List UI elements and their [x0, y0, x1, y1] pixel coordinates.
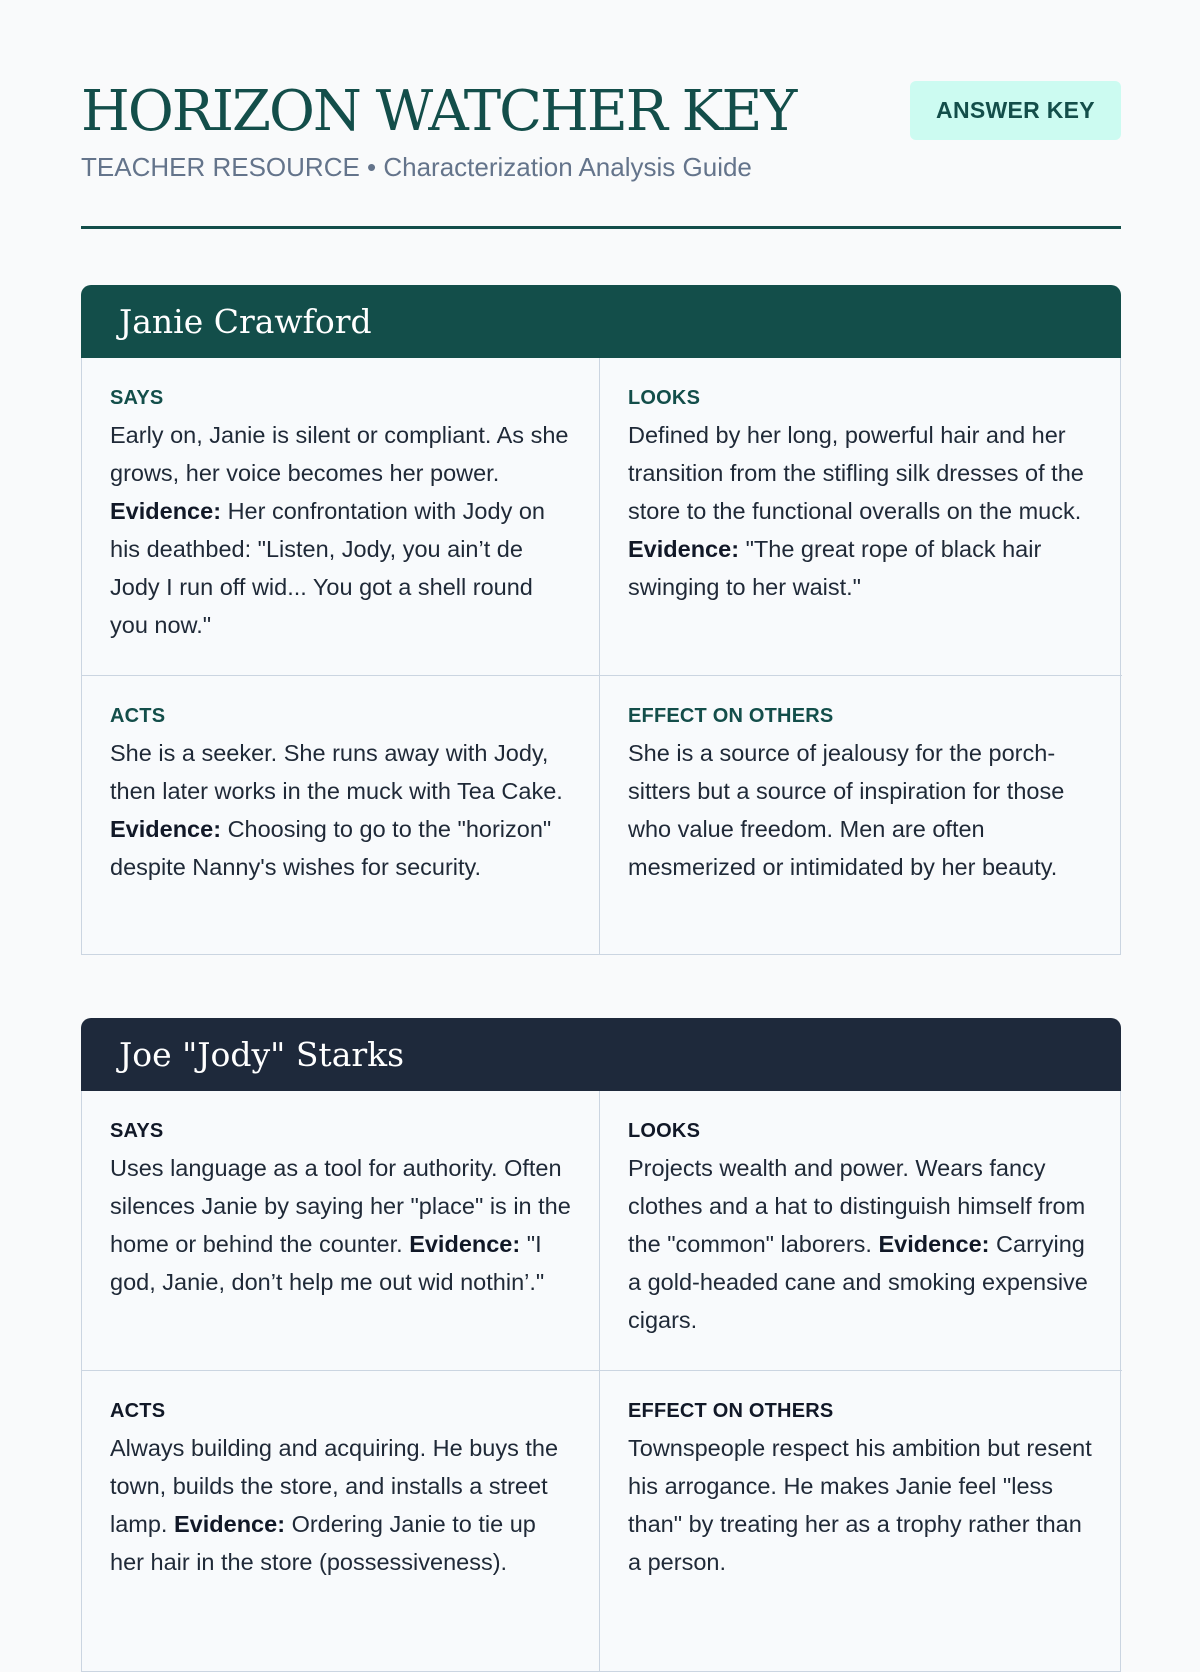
- trait-label: LOOKS: [628, 1120, 701, 1142]
- trait-effect-on-others: [600, 676, 1122, 954]
- character-card-janie: [81, 285, 1121, 955]
- trait-text: [110, 416, 573, 644]
- trait-says: [82, 358, 600, 676]
- page-title: HORIZON WATCHER KEY: [81, 79, 796, 144]
- trait-label: LOOKS: [628, 387, 701, 409]
- evidence-label: Evidence:: [110, 816, 222, 842]
- trait-description: She is a seeker. She runs away with Jody, then later works in the muck with Tea Cake.: [110, 740, 563, 804]
- character-name: Janie Crawford: [81, 285, 1121, 358]
- trait-text: [110, 734, 573, 886]
- evidence-text: Her confrontation with Jody on his deathbed: "Listen, Jody, you ain’t de Jody I run off wid... You got a shell round you now.": [110, 498, 545, 638]
- character-card-jody: [81, 1018, 1121, 1672]
- character-name: Joe "Jody" Starks: [81, 1018, 1121, 1091]
- trait-description: Uses language as a tool for authority. Often silences Janie by saying her "place" is in the home or behind the counter.: [110, 1155, 571, 1257]
- trait-acts: [82, 1371, 600, 1671]
- page-subtitle: TEACHER RESOURCE • Characterization Analysis Guide: [81, 152, 752, 182]
- page-header: [81, 0, 1121, 230]
- answer-key-page: [81, 0, 1121, 1575]
- trait-label: EFFECT ON OTHERS: [628, 705, 834, 727]
- trait-acts: [82, 676, 600, 954]
- evidence-label: Evidence:: [628, 536, 740, 562]
- trait-looks: [600, 358, 1122, 676]
- trait-text: [628, 1149, 1096, 1339]
- trait-description: Townspeople respect his ambition but resent his arrogance. He makes Janie feel "less than" by treating her as a trophy rather than a person.: [628, 1435, 1092, 1575]
- trait-text: [110, 1149, 573, 1301]
- trait-text: [628, 734, 1096, 886]
- evidence-text: Ordering Janie to tie up her hair in the store (possessiveness).: [110, 1511, 536, 1575]
- evidence-text: Choosing to go to the "horizon" despite Nanny's wishes for security.: [110, 816, 552, 880]
- trait-text: [110, 1429, 573, 1581]
- trait-grid: [81, 1091, 1121, 1672]
- trait-label: ACTS: [110, 705, 166, 727]
- trait-description: Projects wealth and power. Wears fancy clothes and a hat to distinguish himself from the "common" laborers.: [628, 1155, 1086, 1257]
- trait-text: [628, 1429, 1096, 1581]
- trait-grid: [81, 358, 1121, 955]
- evidence-text: "I god, Janie, don’t help me out wid nothin’.": [110, 1231, 545, 1295]
- trait-looks: [600, 1091, 1122, 1371]
- trait-says: [82, 1091, 600, 1371]
- header-divider: [81, 226, 1121, 229]
- evidence-text: Carrying a gold-headed cane and smoking expensive cigars.: [628, 1231, 1088, 1333]
- trait-description: Defined by her long, powerful hair and her transition from the stifling silk dresses of the store to the functional overalls on the muck.: [628, 422, 1084, 524]
- evidence-label: Evidence:: [409, 1231, 521, 1257]
- trait-label: SAYS: [110, 1120, 164, 1142]
- trait-label: EFFECT ON OTHERS: [628, 1400, 834, 1422]
- trait-effect-on-others: [600, 1371, 1122, 1671]
- trait-description: Early on, Janie is silent or compliant. As she grows, her voice becomes her power.: [110, 422, 569, 486]
- evidence-text: "The great rope of black hair swinging to her waist.": [628, 536, 1042, 600]
- trait-label: ACTS: [110, 1400, 166, 1422]
- trait-description: She is a source of jealousy for the porch-sitters but a source of inspiration for those who value freedom. Men are often mesmerized or intimidated by her beauty.: [628, 740, 1065, 880]
- trait-label: SAYS: [110, 387, 164, 409]
- trait-text: [628, 416, 1096, 606]
- evidence-label: Evidence:: [174, 1511, 286, 1537]
- answer-key-badge: ANSWER KEY: [910, 81, 1121, 140]
- trait-description: Always building and acquiring. He buys the town, builds the store, and installs a street lamp.: [110, 1435, 559, 1537]
- evidence-label: Evidence:: [110, 498, 222, 524]
- evidence-label: Evidence:: [878, 1231, 990, 1257]
